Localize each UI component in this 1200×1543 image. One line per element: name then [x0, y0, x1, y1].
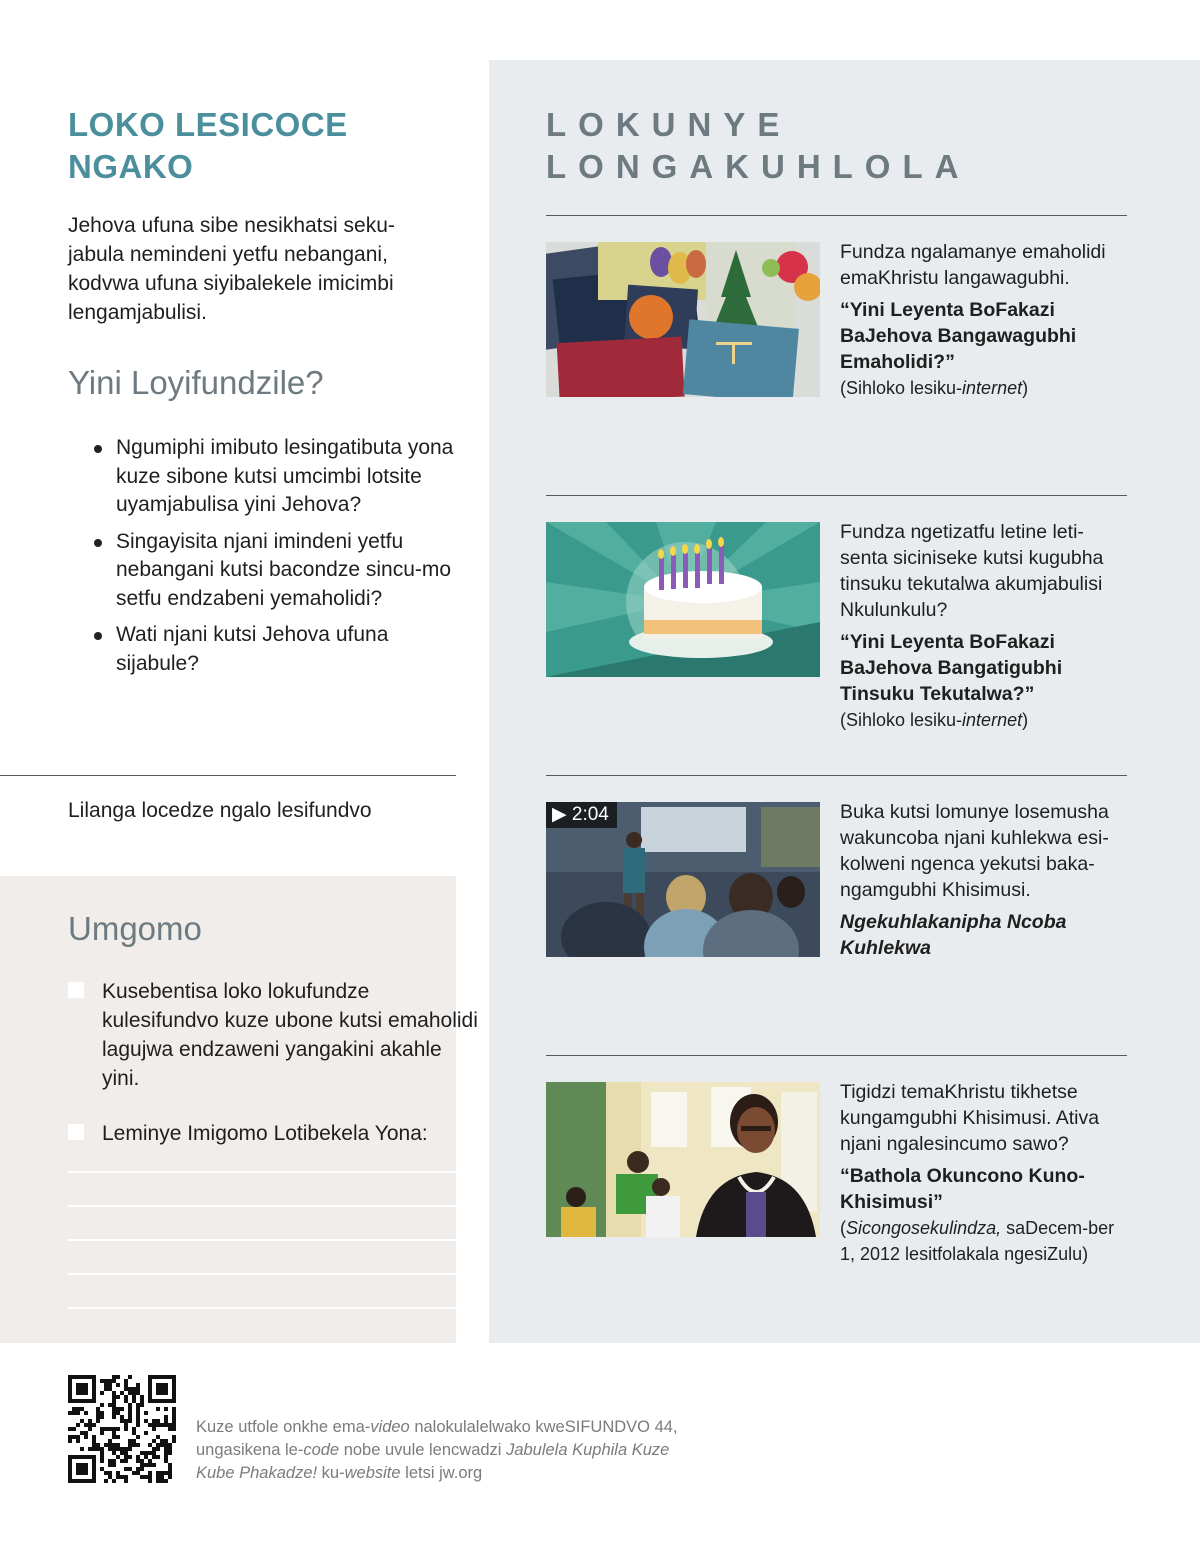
list-item: Singayisita njani imindeni yetfu nebangani kutsi bacondze sincu-mo setfu endzabeni yemaholidi? — [68, 528, 468, 614]
divider — [0, 775, 456, 776]
resource-description: Buka kutsi lomunye losemusha wakuncoba njani kuhlekwa esi-kolweni ngenca yekutsi baka-ngamgubhi Khisimusi. — [840, 801, 1109, 901]
further-study-heading — [546, 104, 1146, 188]
divider — [546, 215, 1127, 216]
resource-source: (Sihloko lesiku-internet) — [840, 710, 1029, 730]
checkbox-icon[interactable] — [68, 1124, 84, 1140]
goal-item: Kusebentisa loko lokufundze kulesifundvo kuze ubone kutsi emaholidi lagujwa endzaweni yangakini akahle yini. — [68, 977, 482, 1093]
writing-line[interactable] — [68, 1239, 456, 1241]
writing-line[interactable] — [68, 1273, 456, 1275]
writing-line[interactable] — [68, 1307, 456, 1309]
review-title: Yini Loyifundzile? — [68, 364, 324, 401]
goal-item: Leminye Imigomo Lotibekela Yona: — [68, 1119, 482, 1148]
bullet-icon — [94, 445, 102, 453]
section-heading-line-2: NGAKO — [68, 148, 194, 185]
divider — [546, 1055, 1127, 1056]
resource-description: Fundza ngalamanye emaholidi emaKhristu langawagubhi. — [840, 241, 1106, 289]
resource-christmas — [840, 1079, 1130, 1267]
resource-description: Fundza ngetizatfu letine leti-senta siciniseke kutsi kugubha tinsuku tekutalwa akumjabulisi Nkulunkulu? — [840, 521, 1104, 621]
footer-line-3: Kube Phakadze! ku-website letsi jw.org — [196, 1464, 483, 1482]
list-item: Wati njani kutsi Jehova ufuna sijabule? — [68, 621, 468, 678]
resource-holidays — [840, 239, 1130, 401]
bullet-icon — [94, 539, 102, 547]
section-heading-line-1: LOKO LESICOCE — [68, 106, 348, 143]
list-item: Ngumiphi imibuto lesingatibuta yona kuze sibone kutsi umcimbi lotsite uyamjabulisa yini Jehova? — [68, 434, 468, 520]
birthday-cake-image[interactable] — [546, 522, 820, 677]
birthday-cake-illustration — [546, 522, 820, 677]
resource-link-title[interactable]: “Yini Leyenta BoFakazi BaJehova Bangawagubhi Emaholidi?” — [840, 299, 1077, 373]
resource-link-title[interactable]: “Bathola Okuncono Kuno-Khisimusi” — [840, 1165, 1085, 1213]
footer-line-1: Kuze utfole onkhe ema-video nalokulalelwako kweSIFUNDVO 44, — [196, 1418, 678, 1436]
writing-line[interactable] — [68, 1205, 456, 1207]
resource-birthdays — [840, 519, 1130, 733]
holiday-cards-illustration — [546, 242, 820, 397]
smiling-woman-photo — [546, 1082, 820, 1237]
divider — [546, 495, 1127, 496]
resource-description: Tigidzi temaKhristu tikhetse kungamgubhi Khisimusi. Ativa njani ngalesincumo sawo? — [840, 1081, 1100, 1155]
checkbox-icon[interactable] — [68, 982, 84, 998]
writing-line[interactable] — [68, 1171, 456, 1173]
holiday-cards-image[interactable] — [546, 242, 820, 397]
resource-source: (Sihloko lesiku-internet) — [840, 378, 1029, 398]
video-duration-badge: ▶ 2:04 — [546, 802, 617, 828]
footer-line-2: ungasikena le-code nobe uvule lencwadzi Jabulela Kuphila Kuze — [196, 1441, 670, 1459]
goal-title: Umgomo — [68, 910, 202, 947]
section-heading — [68, 104, 468, 188]
classroom-video-thumbnail[interactable] — [546, 802, 820, 957]
intro-paragraph: Jehova ufuna sibe nesikhatsi seku-jabula nemindeni yetfu nebangani, kodvwa ufuna siyibalekele imicimbi lengamjabulisi. — [68, 214, 395, 324]
further-study-heading-line-1: LOKUNYE — [546, 106, 792, 143]
resource-link-title[interactable]: Ngekuhlakanipha Ncoba Kuhlekwa — [840, 911, 1067, 959]
review-questions — [68, 434, 468, 686]
qr-code-icon — [68, 1375, 176, 1483]
bullet-icon — [94, 632, 102, 640]
footer-note — [196, 1416, 756, 1485]
further-study-heading-line-2: LONGAKUHLOLA — [546, 148, 971, 185]
resource-link-title[interactable]: “Yini Leyenta BoFakazi BaJehova Bangatigubhi Tinsuku Tekutalwa?” — [840, 631, 1063, 705]
divider — [546, 775, 1127, 776]
qr-code[interactable] — [68, 1375, 176, 1483]
resource-source: (Sicongosekulindza, saDecem-ber 1, 2012 lesitfolakala ngesiZulu) — [840, 1218, 1115, 1264]
resource-video — [840, 799, 1130, 961]
date-completed-label: Lilanga locedze ngalo lesifundvo — [68, 799, 372, 822]
smiling-woman-image[interactable] — [546, 1082, 820, 1237]
